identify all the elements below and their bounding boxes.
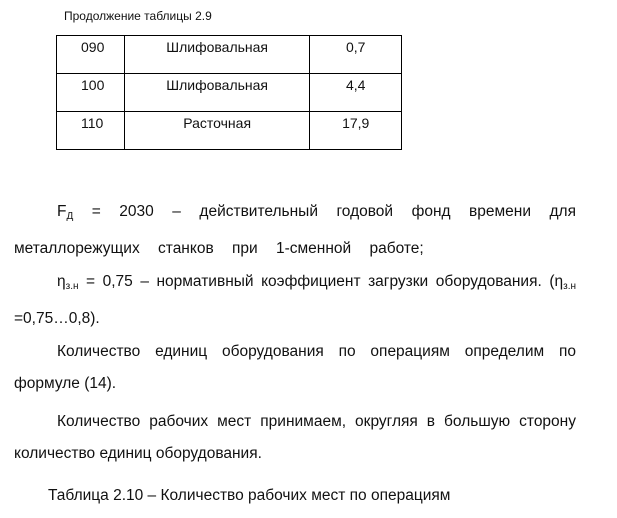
operation-value-cell: 0,7 — [310, 36, 402, 74]
operation-name-cell: Расточная — [124, 112, 309, 150]
symbol-f: F — [57, 203, 67, 220]
operation-name-cell: Шлифовальная — [124, 36, 309, 74]
paragraph-fund-time — [14, 196, 576, 265]
subscript-zn-2: з.н — [563, 281, 576, 292]
operations-table — [56, 35, 402, 150]
table-row — [57, 74, 402, 112]
subscript-d: Д — [66, 211, 74, 222]
table-continuation-caption: Продолжение таблицы 2.9 — [64, 9, 212, 23]
table-row — [57, 36, 402, 74]
subscript-zn: з.н — [65, 281, 79, 292]
symbol-eta: η — [57, 273, 66, 290]
operation-value-cell: 4,4 — [310, 74, 402, 112]
operation-value-cell: 17,9 — [310, 112, 402, 150]
paragraph-text: = 0,75 – нормативный коэффициент загрузки оборудования. (η — [78, 273, 564, 290]
paragraph-text: = 2030 – действительный годовой фонд времени для металлорежущих станков при 1-сменной работе; — [14, 203, 576, 257]
operation-code-cell: 090 — [57, 36, 125, 74]
table-row — [57, 112, 402, 150]
next-table-title: Таблица 2.10 – Количество рабочих мест по операциям — [48, 487, 451, 504]
operation-code-cell: 110 — [57, 112, 125, 150]
paragraph-equipment-count: Количество единиц оборудования по операциям определим по формуле (14). — [14, 343, 576, 392]
paragraph-load-coefficient — [14, 266, 576, 335]
operation-name-cell: Шлифовальная — [124, 74, 309, 112]
paragraph-workplaces: Количество рабочих мест принимаем, округляя в большую сторону количество единиц оборудования. — [14, 413, 576, 462]
paragraph-text: =0,75…0,8). — [14, 310, 100, 327]
operation-code-cell: 100 — [57, 74, 125, 112]
